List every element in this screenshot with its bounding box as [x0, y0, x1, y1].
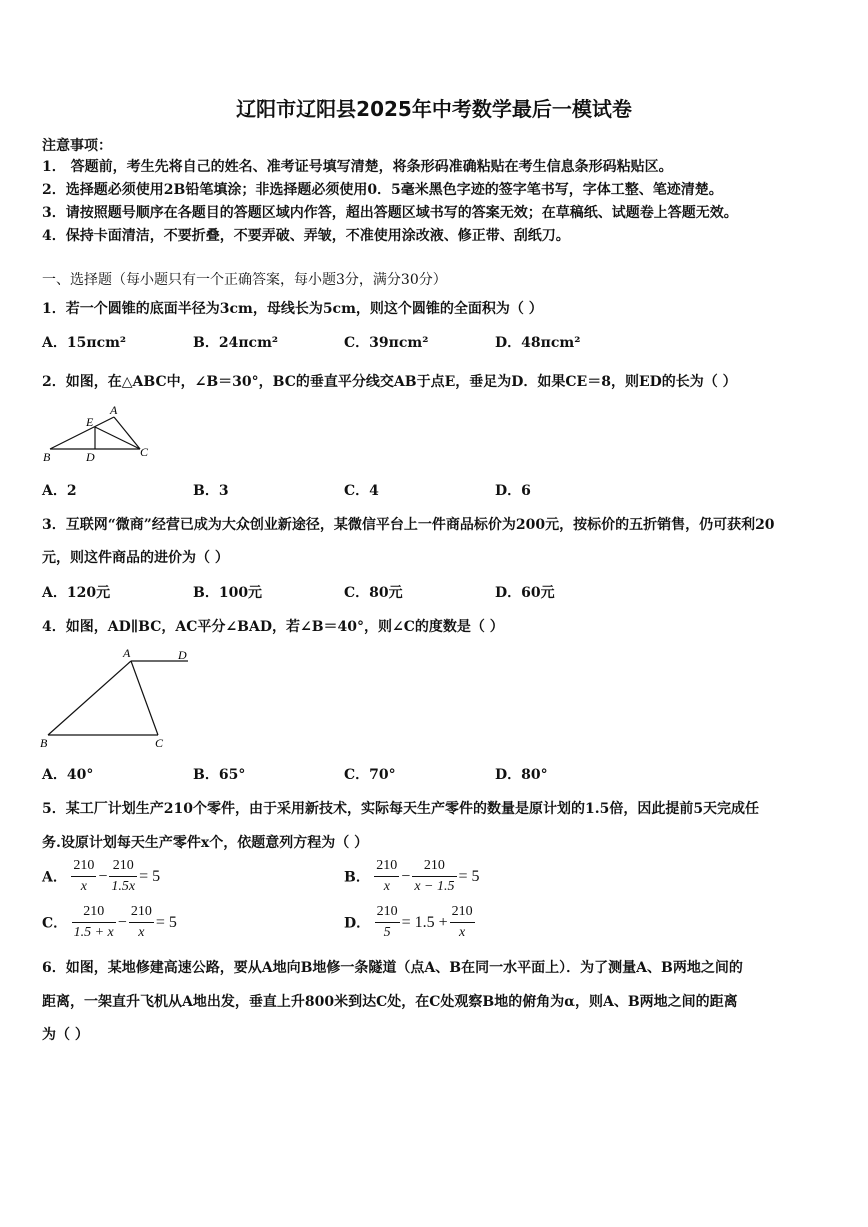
q5-option-c-letter: C．: [42, 915, 68, 932]
q2-option-a: A．2: [42, 483, 77, 499]
q3-option-b: B．100元: [193, 585, 263, 601]
q4-label-b: B: [40, 736, 48, 750]
notice-heading: 注意事项：: [42, 138, 112, 154]
q4-label-d: D: [178, 648, 187, 662]
question-5-text-line2: 务.设原计划每天生产零件x个，依题意列方程为（ ）: [42, 835, 369, 851]
q5-option-d-letter: D．: [344, 915, 371, 932]
q4-figure: [38, 644, 198, 752]
q4-option-d: D．80°: [495, 767, 548, 783]
q4-option-c: C．70°: [344, 767, 396, 783]
question-4-text: 4．如图，AD∥BC，AC平分∠BAD，若∠B＝40°，则∠C的度数是（ ）: [42, 619, 504, 635]
q1-option-b: B．24πcm²: [193, 335, 279, 351]
q3-option-c: C．80元: [344, 585, 403, 601]
q2-label-e: E: [86, 415, 94, 429]
q5-option-a: A． $\frac{210}{x}$ − $\frac{210}{1.5x}$ = 5: [42, 858, 161, 894]
q1-option-d: D．48πcm²: [495, 335, 581, 351]
q5-option-b: B． $\frac{210}{x}$ − $\frac{210}{x - 1.5}$ = 5: [344, 858, 480, 894]
page-title: 辽阳市辽阳县2025年中考数学最后一模试卷: [236, 97, 632, 121]
q2-label-a: A: [110, 403, 118, 417]
question-6-text-line2: 距离，一架直升飞机从A地出发，垂直上升800米到达C处，在C处观察B地的俯角为α，则A、B两地之间的距离: [42, 994, 738, 1010]
q2-triangle-figure: [42, 400, 162, 465]
question-3-text-line1: 3．互联网“微商”经营已成为大众创业新途径，某微信平台上一件商品标价为200元，按标价的五折销售，仍可获利20: [42, 517, 775, 533]
section-heading: 一、选择题（每小题只有一个正确答案，每小题3分，满分30分）: [42, 272, 447, 288]
q2-option-b: B．3: [193, 483, 229, 499]
q5-option-c: C． $\frac{210}{1.5 + x}$ − $\frac{210}{x}$ = 5: [42, 904, 177, 940]
q1-option-a: A．15πcm²: [42, 335, 127, 351]
question-3-text-line2: 元，则这件商品的进价为（ ）: [42, 550, 229, 566]
q3-option-d: D．60元: [495, 585, 555, 601]
q4-label-a: A: [123, 646, 131, 660]
q4-option-a: A．40°: [42, 767, 94, 783]
q4-option-b: B．65°: [193, 767, 246, 783]
q5-option-a-letter: A．: [42, 869, 67, 886]
q2-option-c: C．4: [344, 483, 379, 499]
question-6-text-line1: 6．如图，某地修建高速公路，要从A地向B地修一条隧道（点A、B在同一水平面上）．为了测量A、B两地之间的: [42, 960, 743, 976]
q2-label-b: B: [43, 450, 51, 464]
notice-item: 2．选择题必须使用2B铅笔填涂；非选择题必须使用0．5毫米黑色字迹的签字笔书写，字体工整、笔迹清楚。: [42, 182, 723, 198]
q2-label-d: D: [86, 450, 95, 464]
question-1-text: 1．若一个圆锥的底面半径为3cm，母线长为5cm，则这个圆锥的全面积为（ ）: [42, 301, 543, 317]
q5-option-d: D． $\frac{210}{5}$ = 1.5 + $\frac{210}{x}$: [344, 904, 473, 940]
question-5-text-line1: 5．某工厂计划生产210个零件，由于采用新技术，实际每天生产零件的数量是原计划的1.5倍，因此提前5天完成任: [42, 801, 760, 817]
notice-item: 4．保持卡面清洁，不要折叠，不要弄破、弄皱，不准使用涂改液、修正带、刮纸刀。: [42, 228, 570, 244]
question-6-text-line3: 为（ ）: [42, 1027, 89, 1043]
q1-option-c: C．39πcm²: [344, 335, 429, 351]
question-2-text: 2．如图，在△ABC中，∠B＝30°，BC的垂直平分线交AB于点E，垂足为D．如果CE＝8，则ED的长为（ ）: [42, 374, 737, 390]
notice-item: 3．请按照题号顺序在各题目的答题区域内作答，超出答题区域书写的答案无效；在草稿纸、试题卷上答题无效。: [42, 205, 738, 221]
q3-option-a: A．120元: [42, 585, 111, 601]
q4-label-c: C: [155, 736, 164, 750]
q2-option-d: D．6: [495, 483, 531, 499]
q2-label-c: C: [140, 445, 149, 459]
q5-option-b-letter: B．: [344, 869, 370, 886]
notice-item: 1． 答题前，考生先将自己的姓名、准考证号填写清楚，将条形码准确粘贴在考生信息条形码粘贴区。: [42, 159, 673, 175]
